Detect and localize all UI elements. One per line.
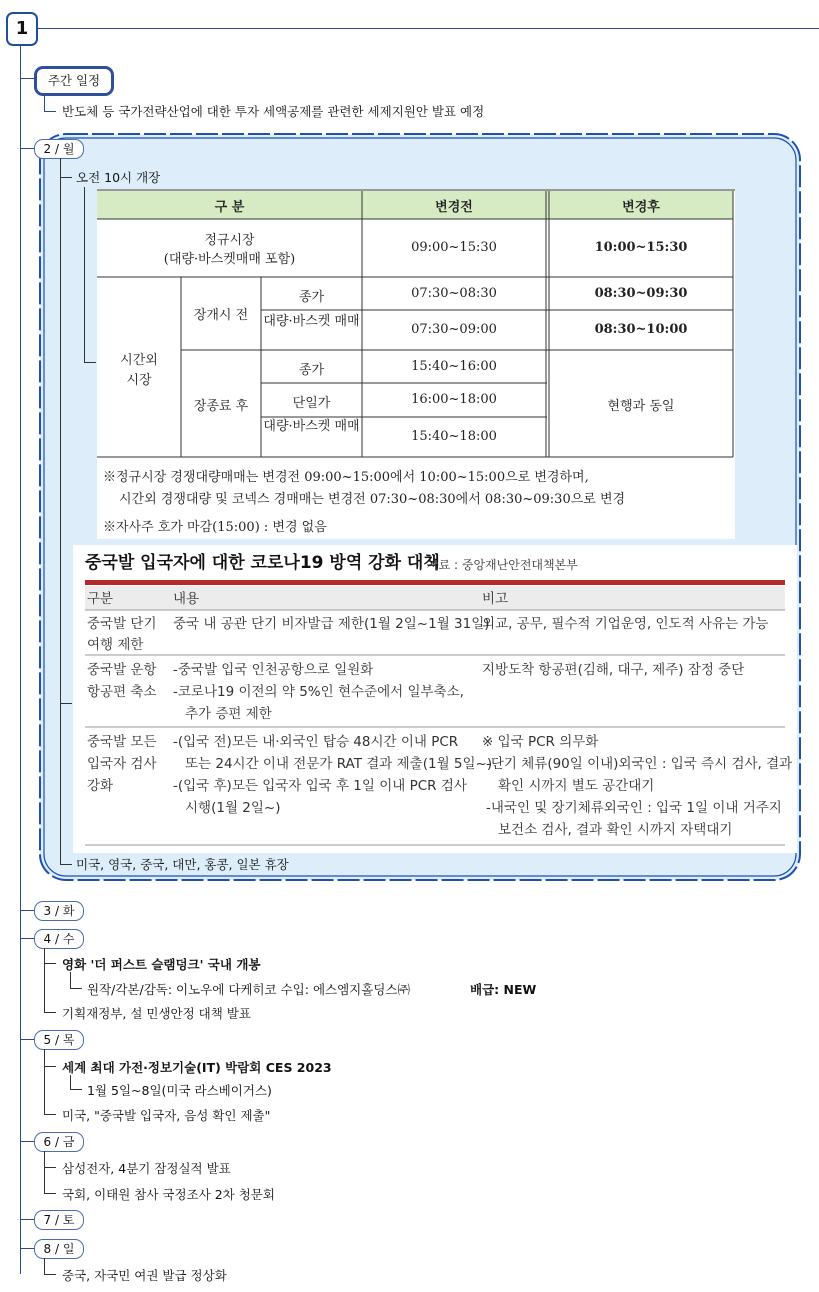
after-hours-label-1: 시간외 <box>120 353 158 368</box>
branch-weekly <box>20 78 34 79</box>
monday-sub-branch-1 <box>60 177 72 178</box>
sun-item-1: 중국, 자국민 여권 발급 정상화 <box>62 1268 227 1283</box>
row-before: 07:30~08:30 <box>411 286 497 301</box>
thursday-branch-1 <box>44 1066 56 1067</box>
covid-r3-note: 보건소 검사, 결과 확인 시까지 자택대기 <box>498 822 733 838</box>
covid-r1-content: 중국 내 공관 단기 비자발급 제한(1월 2일~1월 31일) <box>173 616 490 632</box>
wed-movie-credit: 원작/각본/감독: 이노우에 다케히코 수입: 에스엠지홀딩스㈜ <box>87 982 410 997</box>
market-header-before: 변경전 <box>435 200 473 215</box>
covid-r2-content: -코로나19 이전의 약 5%인 현수준에서 일부축소, <box>173 684 464 700</box>
covid-r3-content: 시행(1월 2일~) <box>185 800 281 816</box>
thu-ces-sub-branch <box>70 1089 82 1090</box>
covid-r3-cat: 입국자 검사 <box>87 756 157 772</box>
covid-r1-cat: 여행 제한 <box>87 637 144 653</box>
day-tuesday: 3 / 화 <box>34 901 84 921</box>
thu-item-2: 미국, "중국발 입국자, 음성 확인 제출" <box>62 1108 271 1123</box>
header-rule <box>36 28 819 29</box>
weekly-sub-line <box>44 95 45 111</box>
covid-r2-content: 추가 증편 제한 <box>185 706 272 722</box>
market-note-2: 시간외 경쟁대량 및 코넥스 경매매는 변경전 07:30~08:30에서 08:30~09:30으로 변경 <box>119 492 626 507</box>
branch-thursday <box>20 1039 34 1040</box>
wed-movie-distributor: 배급: NEW <box>470 982 537 997</box>
post-close-label: 장종료 후 <box>193 399 249 414</box>
covid-r1-note: 외교, 공무, 필수적 기업운영, 인도적 사유는 가능 <box>482 616 769 632</box>
branch-monday <box>20 148 34 149</box>
branch-tuesday <box>20 910 34 911</box>
covid-r1-cat: 중국발 단기 <box>87 616 157 632</box>
covid-r2-content: -중국발 입국 인천공항으로 일원화 <box>173 662 374 678</box>
thursday-sub-line <box>44 1049 45 1114</box>
row-before: 15:40~16:00 <box>411 359 497 374</box>
row-before: 16:00~18:00 <box>411 392 497 407</box>
covid-r3-note: ※ 입국 PCR 의무화 <box>482 734 599 750</box>
regular-market-sublabel: (대량·바스켓매매 포함) <box>163 252 296 267</box>
regular-before: 09:00~15:30 <box>411 240 497 255</box>
thu-ces-sub-line <box>70 1075 71 1089</box>
covid-r2-note: 지방도착 항공편(김해, 대구, 제주) 잠정 중단 <box>482 662 745 678</box>
market-header-after: 변경후 <box>622 200 660 215</box>
wed-movie-release: 영화 '더 퍼스트 슬램덩크' 국내 개봉 <box>62 957 261 972</box>
monday-sub-line <box>60 158 61 864</box>
covid-r3-note: 확인 시까지 별도 공간대기 <box>498 778 655 794</box>
wed-movie-sub-branch <box>70 988 82 989</box>
day-monday: 2 / 월 <box>34 139 84 159</box>
monday-item-holiday: 미국, 영국, 중국, 대만, 홍콩, 일본 휴장 <box>76 857 289 872</box>
covid-header-category: 구분 <box>87 591 114 607</box>
covid-r3-cat: 강화 <box>87 778 114 794</box>
row-type: 대량·바스켓 매매 <box>263 314 360 329</box>
market-note-3: ※자사주 호가 마감(15:00) : 변경 없음 <box>103 520 327 535</box>
branch-friday <box>20 1141 34 1142</box>
monday-item-open: 오전 10시 개장 <box>76 170 161 185</box>
fri-item-1: 삼성전자, 4분기 잠정실적 발표 <box>62 1161 231 1176</box>
market-hours-table <box>97 189 735 539</box>
row-type: 종가 <box>298 363 325 378</box>
wednesday-sub-line <box>44 948 45 1012</box>
day-sunday: 8 / 일 <box>34 1239 84 1259</box>
branch-wednesday <box>20 938 34 939</box>
day-wednesday: 4 / 수 <box>34 929 84 949</box>
regular-after: 10:00~15:30 <box>594 240 688 255</box>
wed-movie-sub-line <box>70 972 71 988</box>
branch-sunday <box>20 1248 34 1249</box>
wed-item-2: 기획재정부, 설 민생안정 대책 발표 <box>62 1006 251 1021</box>
thu-ces: 세계 최대 가전·정보기술(IT) 박람회 CES 2023 <box>62 1060 332 1075</box>
monday-item-open-line <box>84 187 85 362</box>
covid-source: 자료 : 중앙재난안전대책본부 <box>427 558 578 572</box>
friday-branch-1 <box>44 1167 56 1168</box>
weekly-sub-branch <box>44 111 56 112</box>
friday-sub-line <box>44 1151 45 1193</box>
covid-r2-cat: 중국발 운항 <box>87 662 157 678</box>
covid-header-note: 비고 <box>482 591 509 607</box>
weekly-schedule-label: 주간 일정 <box>34 66 114 96</box>
covid-r3-note: -내국인 및 장기체류외국인 : 입국 1일 이내 거주지 <box>486 800 782 816</box>
row-after: 08:30~10:00 <box>594 322 688 337</box>
row-type: 대량·바스켓 매매 <box>263 419 360 434</box>
covid-r2-cat: 항공편 축소 <box>87 684 157 700</box>
regular-market-label: 정규시장 <box>204 233 255 248</box>
wednesday-branch-1 <box>44 963 56 964</box>
fri-item-2: 국회, 이태원 참사 국정조사 2차 청문회 <box>62 1187 275 1202</box>
day-saturday: 7 / 토 <box>34 1210 84 1230</box>
row-before: 15:40~18:00 <box>411 429 497 444</box>
covid-r3-content: -(입국 전)모든 내·외국인 탑승 48시간 이내 PCR <box>173 734 459 750</box>
covid-measures-table <box>73 545 797 853</box>
monday-covid-branch <box>60 703 72 704</box>
covid-r3-cat: 중국발 모든 <box>87 734 157 750</box>
monday-sub-branch-2 <box>60 864 72 865</box>
wednesday-branch-2 <box>44 1012 56 1013</box>
row-after: 08:30~09:30 <box>594 286 688 301</box>
monday-item-open-branch <box>84 362 96 363</box>
sunday-sub-line <box>44 1258 45 1274</box>
covid-r3-content: 또는 24시간 이내 전문가 RAT 결과 제출(1월 5일~) <box>185 756 493 772</box>
day-friday: 6 / 금 <box>34 1132 84 1152</box>
same-as-current: 현행과 동일 <box>607 399 675 414</box>
covid-title: 중국발 입국자에 대한 코로나19 방역 강화 대책 <box>85 553 440 573</box>
market-note-1: ※정규시장 경쟁대량매매는 변경전 09:00~15:00에서 10:00~15:00으로 변경하며, <box>103 470 589 485</box>
after-hours-label-2: 시장 <box>126 373 152 388</box>
row-type: 단일가 <box>292 396 331 411</box>
covid-r3-note: -단기 체류(90일 이내)외국인 : 입국 즉시 검사, 결과 <box>486 756 793 772</box>
market-header-category: 구 분 <box>214 200 245 215</box>
main-tree-line <box>20 44 21 1274</box>
section-number-badge: 1 <box>6 12 38 46</box>
weekly-note: 반도체 등 국가전략산업에 대한 투자 세액공제를 관련한 세제지원안 발표 예정 <box>62 104 485 119</box>
branch-saturday <box>20 1219 34 1220</box>
covid-header-content: 내용 <box>173 591 200 607</box>
friday-branch-2 <box>44 1193 56 1194</box>
day-thursday: 5 / 목 <box>34 1030 84 1050</box>
sunday-branch-1 <box>44 1274 56 1275</box>
covid-r3-content: -(입국 후)모든 입국자 입국 후 1일 이내 PCR 검사 <box>173 778 467 794</box>
row-before: 07:30~09:00 <box>411 322 497 337</box>
thu-ces-date: 1월 5일~8일(미국 라스베이거스) <box>87 1083 272 1098</box>
pre-open-label: 장개시 전 <box>193 308 249 323</box>
row-type: 종가 <box>298 290 325 305</box>
thursday-branch-2 <box>44 1114 56 1115</box>
